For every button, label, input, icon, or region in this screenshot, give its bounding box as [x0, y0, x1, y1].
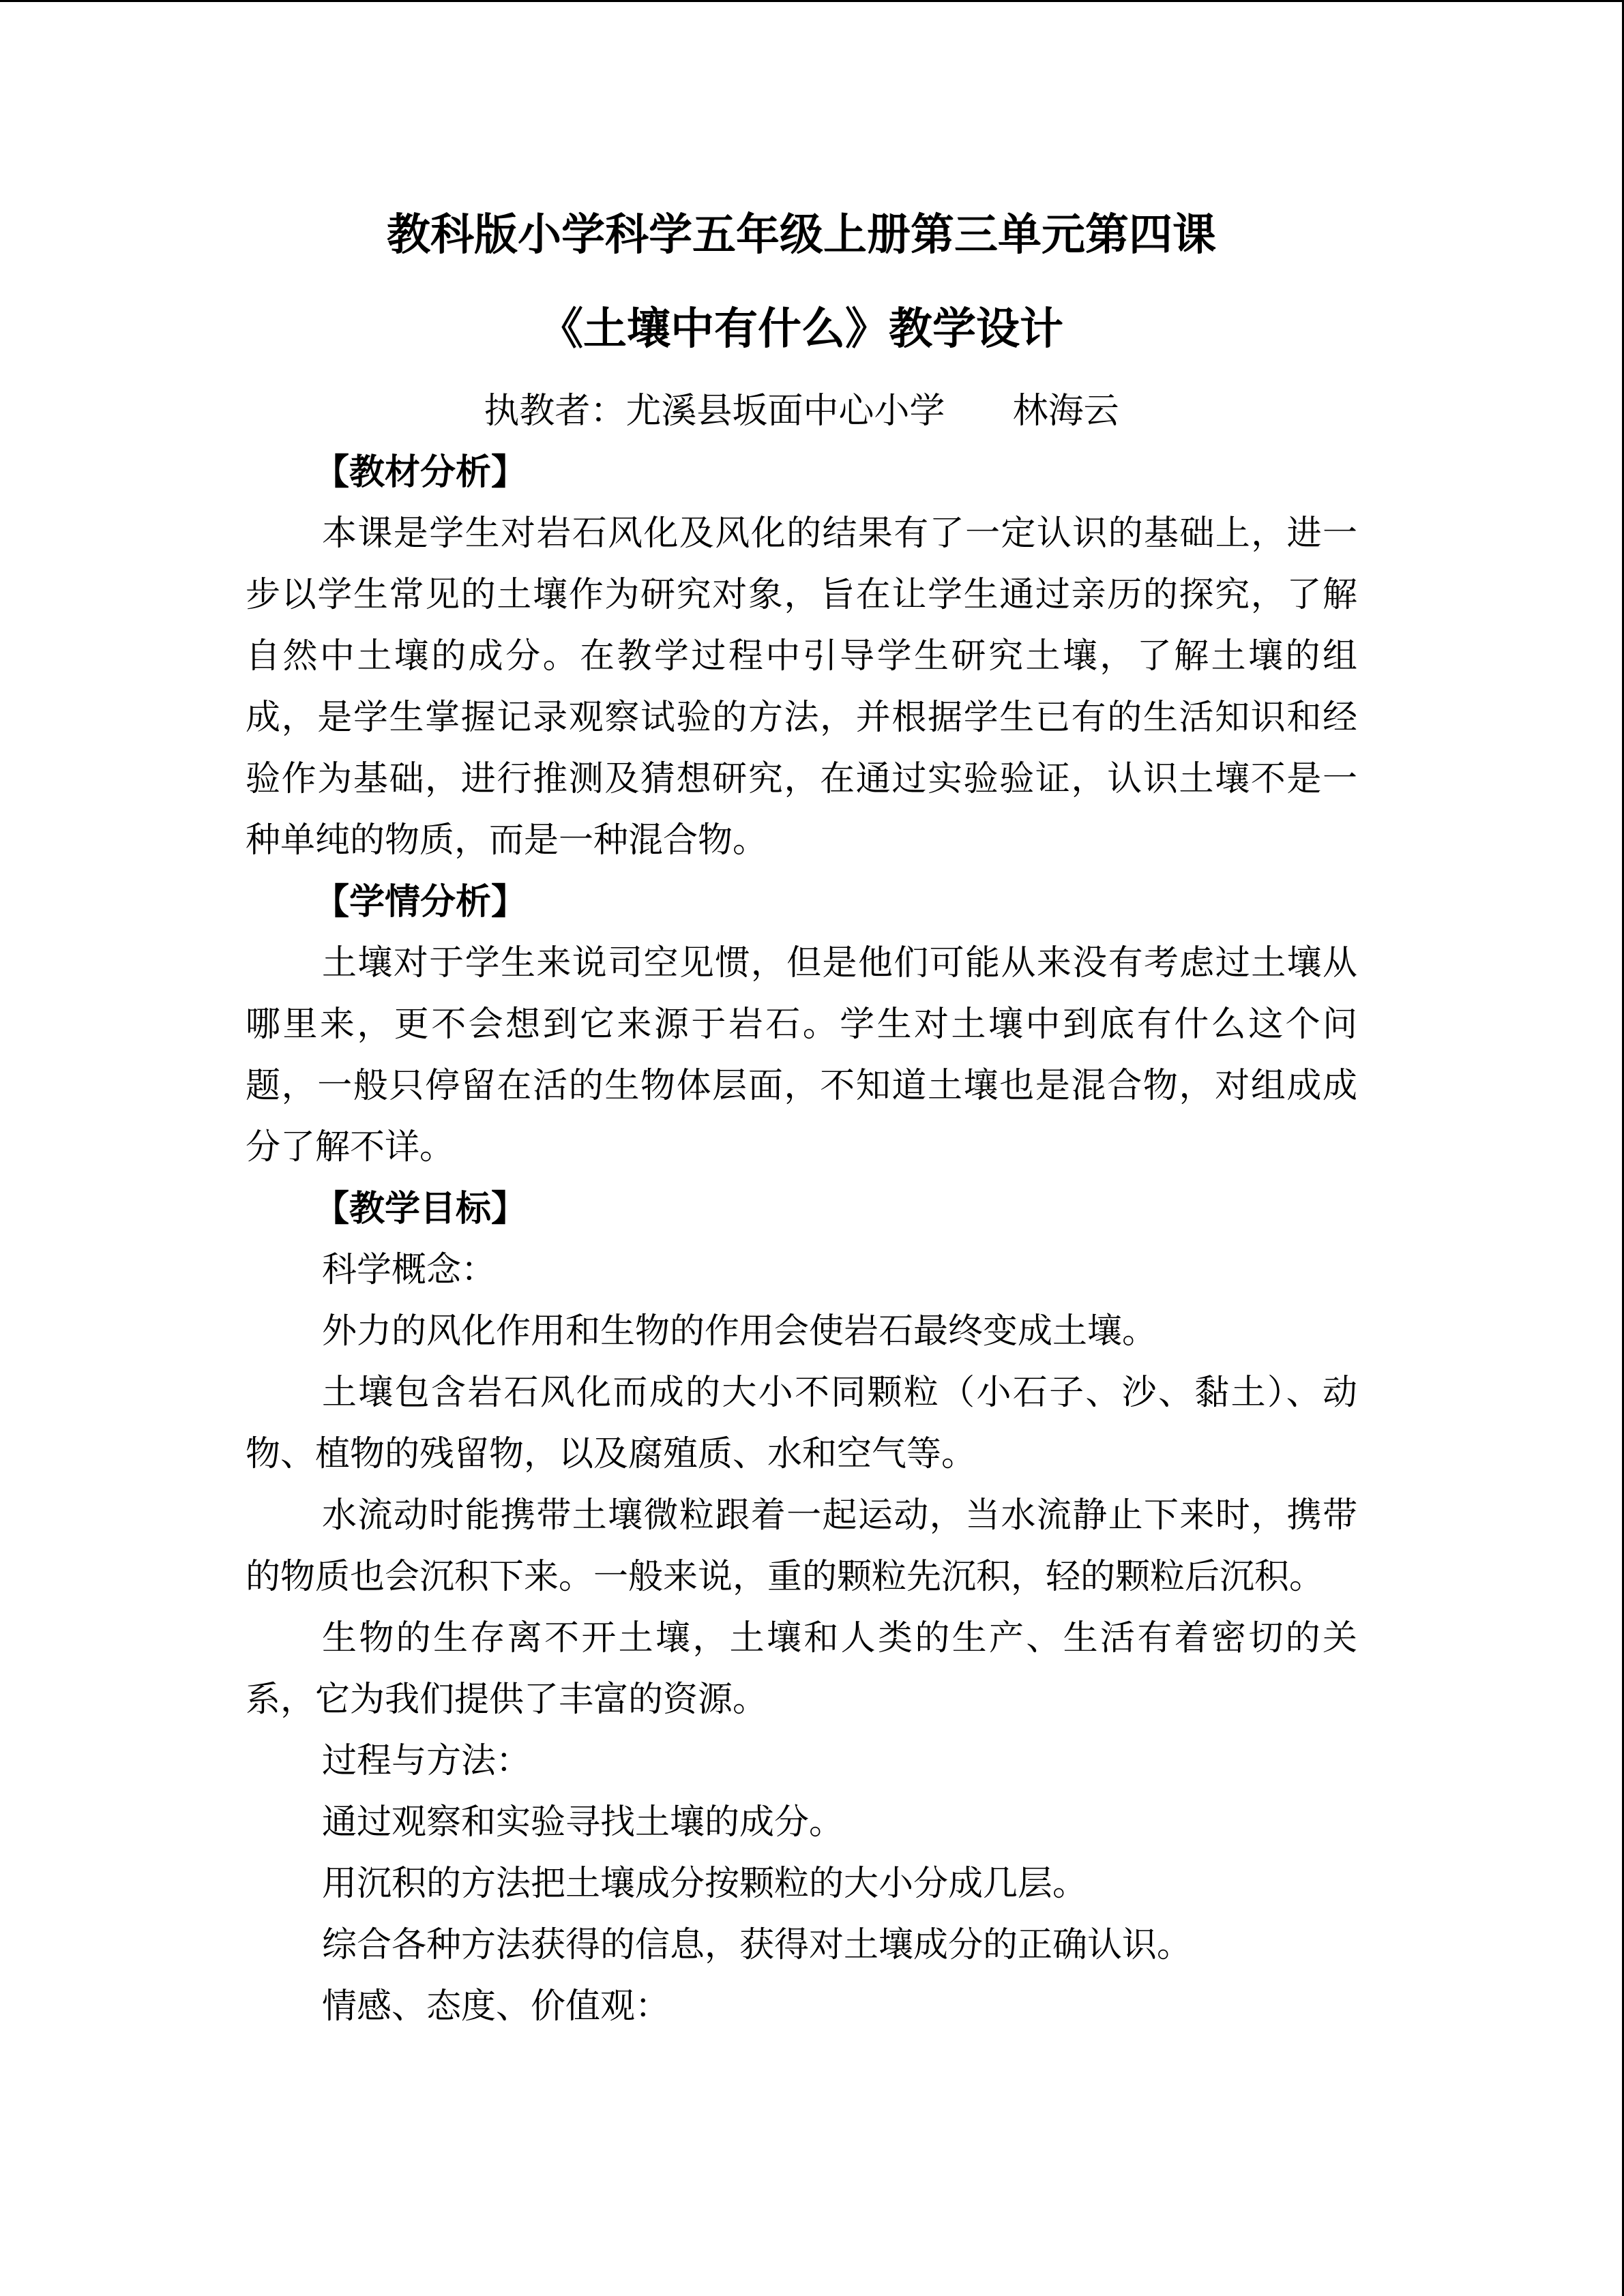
paragraph-student-analysis: 土壤对于学生来说司空见惯，但是他们可能从来没有考虑过土壤从哪里来，更不会想到它来源于岩石。学生对土壤中到底有什么这个问题，一般只停留在活的生物体层面，不知道土壤也是混合物，对组成成分了解不详。	[246, 943, 1357, 1167]
label-science-concepts: 科学概念：	[322, 1250, 497, 1290]
method-item-1: 通过观察和实验寻找土壤的成分。	[322, 1802, 844, 1843]
paragraph-textbook-analysis: 本课是学生对岩石风化及风化的结果有了一定认识的基础上，进一步以学生常见的土壤作为研究对象，旨在让学生通过亲历的探究，了解自然中土壤的成分。在教学过程中引导学生研究土壤，了解土壤的组成，是学生掌握记录观察试验的方法，并根据学生已有的生活知识和经验作为基础，进行推测及猜想研究，在通过实验验证，认识土壤不是一种单纯的物质，而是一种混合物。	[246, 513, 1357, 861]
label-process-method: 过程与方法：	[322, 1741, 531, 1781]
heading-teaching-goals: 【教学目标】	[314, 1189, 527, 1229]
heading-textbook-analysis: 【教材分析】	[314, 452, 527, 493]
concept-item-1: 外力的风化作用和生物的作用会使岩石最终变成土壤。	[322, 1311, 1157, 1352]
heading-student-analysis: 【学情分析】	[314, 882, 527, 923]
label-values: 情感、态度、价值观：	[322, 1986, 670, 2027]
method-item-3: 综合各种方法获得的信息，获得对土壤成分的正确认识。	[322, 1925, 1192, 1965]
concept-item-2: 土壤包含岩石风化而成的大小不同颗粒（小石子、沙、黏土）、动物、植物的残留物，以及腐殖质、水和空气等。	[246, 1373, 1357, 1474]
author-line: 执教者：尤溪县坂面中心小学 林海云	[484, 391, 1119, 432]
document-title-line1: 教科版小学科学五年级上册第三单元第四课	[387, 210, 1216, 260]
method-item-2: 用沉积的方法把土壤成分按颗粒的大小分成几层。	[322, 1864, 1088, 1904]
concept-item-3: 水流动时能携带土壤微粒跟着一起运动，当水流静止下来时，携带的物质也会沉积下来。一般来说，重的颗粒先沉积，轻的颗粒后沉积。	[246, 1495, 1357, 1597]
document-title-line2: 《土壤中有什么》教学设计	[540, 304, 1063, 355]
concept-item-4: 生物的生存离不开土壤，土壤和人类的生产、生活有着密切的关系，它为我们提供了丰富的资源。	[246, 1618, 1357, 1720]
document-body	[246, 205, 1357, 2038]
